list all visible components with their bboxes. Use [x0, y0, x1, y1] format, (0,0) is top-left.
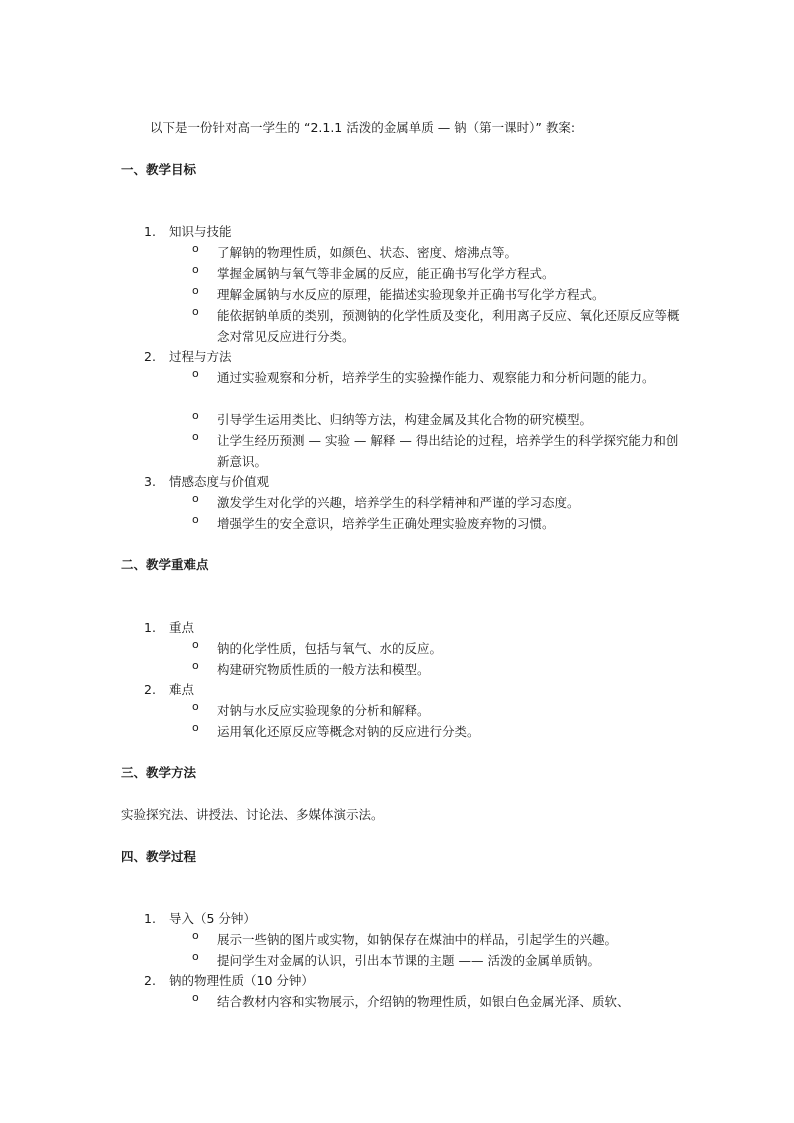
- bullet-marker: o: [192, 991, 199, 1004]
- list-item-label: 过程与方法: [169, 349, 232, 364]
- bullet-marker: o: [192, 721, 199, 734]
- bullet-marker: o: [192, 950, 199, 963]
- list-item: [144, 618, 194, 636]
- methods-paragraph: 实验探究法、讲授法、讨论法、多媒体演示法。: [121, 807, 384, 822]
- bullet-marker: o: [192, 263, 199, 276]
- list-item-label: 难点: [169, 682, 195, 697]
- list-item: [144, 909, 256, 927]
- bullet-marker: o: [192, 305, 199, 318]
- bullet-text: 了解钠的物理性质，如颜色、状态、密度、熔沸点等。: [217, 245, 518, 260]
- list-item-label: 知识与技能: [169, 224, 232, 239]
- bullet-marker: o: [192, 242, 199, 255]
- bullet-text: 引导学生运用类比、归纳等方法，构建金属及其化合物的研究模型。: [217, 412, 593, 427]
- list-number: 1.: [144, 911, 156, 926]
- bullet-marker: o: [192, 929, 199, 942]
- list-number: 2.: [144, 682, 156, 697]
- bullet-marker: o: [192, 513, 199, 526]
- bullet-marker: o: [192, 492, 199, 505]
- bullet-marker: o: [192, 409, 199, 422]
- bullet-marker: o: [192, 284, 199, 297]
- list-item-label: 情感态度与价值观: [169, 474, 270, 489]
- list-item: [144, 680, 194, 698]
- bullet-marker: o: [192, 367, 199, 380]
- bullet-marker: o: [192, 638, 199, 651]
- section-heading-process: 四、教学过程: [121, 849, 197, 864]
- bullet-text: 钠的化学性质，包括与氧气、水的反应。: [217, 641, 443, 656]
- section-heading-methods: 三、教学方法: [121, 765, 197, 780]
- list-item-label: 导入（5 分钟）: [169, 911, 256, 926]
- section-heading-key-points: 二、教学重难点: [121, 557, 209, 572]
- list-number: 1.: [144, 224, 156, 239]
- bullet-marker: o: [192, 659, 199, 672]
- bullet-text: 对钠与水反应实验现象的分析和解释。: [217, 703, 430, 718]
- bullet-text: 让学生经历预测 — 实验 — 解释 — 得出结论的过程，培养学生的科学探究能力和创新意识。: [217, 433, 679, 469]
- bullet-text: 结合教材内容和实物展示，介绍钠的物理性质，如银白色金属光泽、质软、: [217, 994, 630, 1009]
- bullet-marker: o: [192, 430, 199, 443]
- section-heading-objectives: 一、教学目标: [121, 162, 197, 177]
- bullet-text: 构建研究物质性质的一般方法和模型。: [217, 662, 430, 677]
- bullet-text: 运用氧化还原反应等概念对钠的反应进行分类。: [217, 724, 480, 739]
- bullet-text: 通过实验观察和分析，培养学生的实验操作能力、观察能力和分析问题的能力。: [217, 370, 655, 385]
- bullet-text: 展示一些钠的图片或实物，如钠保存在煤油中的样品，引起学生的兴趣。: [217, 932, 618, 947]
- list-number: 2.: [144, 973, 156, 988]
- bullet-text: 提问学生对金属的认识，引出本节课的主题 —— 活泼的金属单质钠。: [217, 953, 600, 968]
- list-item: [144, 472, 269, 490]
- bullet-text: 激发学生对化学的兴趣，培养学生的科学精神和严谨的学习态度。: [217, 495, 580, 510]
- list-item: [144, 971, 314, 989]
- list-item: [144, 347, 232, 365]
- list-item-label: 钠的物理性质（10 分钟）: [169, 973, 314, 988]
- intro-paragraph: 以下是一份针对高一学生的 “2.1.1 活泼的金属单质 — 钠（第一课时）” 教案:: [150, 120, 576, 135]
- bullet-text: 理解金属钠与水反应的原理，能描述实验现象并正确书写化学方程式。: [217, 287, 605, 302]
- list-number: 2.: [144, 349, 156, 364]
- list-number: 1.: [144, 620, 156, 635]
- bullet-text: 掌握金属钠与氧气等非金属的反应，能正确书写化学方程式。: [217, 266, 555, 281]
- bullet-marker: o: [192, 700, 199, 713]
- list-item: [144, 222, 232, 240]
- bullet-text: 能依据钠单质的类别，预测钠的化学性质及变化，利用离子反应、氧化还原反应等概念对常见反应进行分类。: [217, 308, 680, 344]
- list-item-label: 重点: [169, 620, 195, 635]
- list-number: 3.: [144, 474, 156, 489]
- bullet-text: 增强学生的安全意识，培养学生正确处理实验废弃物的习惯。: [217, 516, 555, 531]
